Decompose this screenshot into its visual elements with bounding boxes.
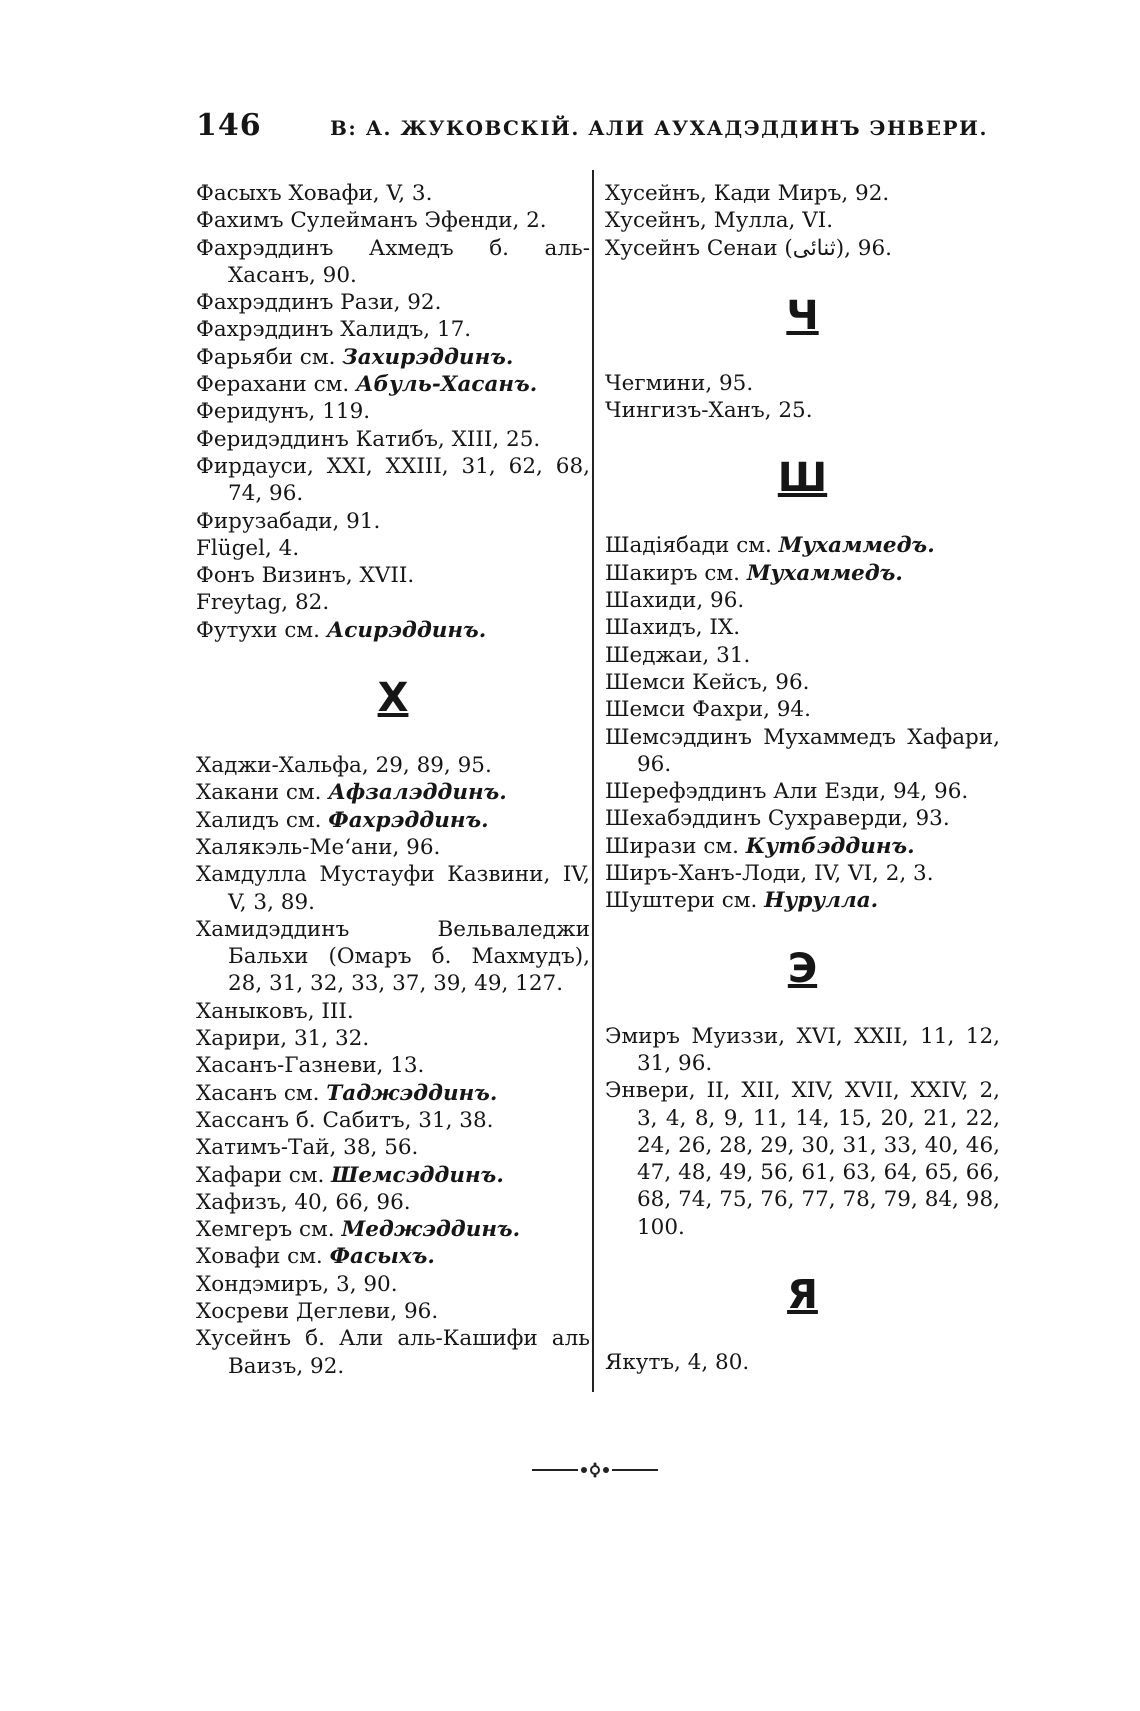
index-entry [605, 778, 1000, 805]
index-entry [196, 344, 590, 371]
index-entry [196, 1107, 590, 1134]
entry-text: Шерефэддинъ Али Езди, 94, 96. [605, 779, 969, 805]
page-header [0, 108, 1140, 148]
entry-text: Хамидэддинъ Вельваледжи Бальхи (Омаръ б. Махмудъ), 28, 31, 32, 33, 37, 39, 49, 127. [196, 916, 590, 997]
entry-group-kha-cont [605, 180, 1000, 262]
entry-text: Flügel, 4. [196, 535, 300, 561]
index-entry [196, 1271, 590, 1298]
index-entry [605, 696, 1000, 723]
entry-text: Шемсэддинъ Мухаммедъ Хафари, 96. [605, 724, 1000, 777]
entry-text: Хаджи-Хальфа, 29, 89, 95. [196, 753, 492, 779]
entry-text: Феридунъ, 119. [196, 399, 371, 425]
entry-text: Халякэль-Меʻани, 96. [196, 834, 441, 860]
entry-text: Хасанъ см. [196, 1080, 327, 1106]
ornament-icon [530, 1460, 660, 1480]
entry-crossref: Кутбэддинъ. [745, 833, 915, 859]
entry-group-e [605, 1023, 1000, 1241]
index-entry [196, 861, 590, 916]
index-entry [605, 370, 1000, 397]
index-entry [196, 807, 590, 834]
column-divider [592, 170, 594, 1392]
entry-crossref: Афзалэддинъ. [328, 780, 507, 806]
section-letter-che: Ч [786, 292, 819, 339]
index-entry [605, 235, 1000, 262]
entry-text: Шехабэддинъ Сухраверди, 93. [605, 806, 950, 832]
index-entry [605, 887, 1000, 914]
entry-crossref: Нурулла. [764, 888, 879, 914]
index-entry [605, 614, 1000, 641]
entry-text: Фарьяби см. [196, 344, 343, 370]
entry-text: Хасанъ-Газневи, 13. [196, 1053, 425, 1079]
entry-text: Хосреви Деглеви, 96. [196, 1298, 439, 1324]
index-entry [196, 562, 590, 589]
entry-text: Фасыхъ Ховафи, V, 3. [196, 181, 433, 206]
entry-text: Ферахани см. [196, 372, 357, 398]
index-entry [196, 398, 590, 425]
entry-text: Ханыковъ, III. [196, 998, 354, 1024]
index-entry [196, 1052, 590, 1079]
index-entry [605, 1077, 1000, 1241]
index-entry [605, 724, 1000, 779]
entry-text: Чингизъ-Ханъ, 25. [605, 398, 813, 424]
entry-text: Фирдауси, XXI, XXIII, 31, 62, 68, 74, 96. [196, 453, 590, 507]
index-entry [196, 998, 590, 1025]
index-entry [605, 180, 1000, 207]
entry-text: Харири, 31, 32. [196, 1026, 370, 1052]
entry-text: Шахидъ, IX. [605, 615, 741, 641]
entry-group-ya [605, 1349, 1000, 1376]
index-entry [196, 834, 590, 861]
index-entry [196, 1134, 590, 1161]
entry-crossref: Фасыхъ. [329, 1244, 435, 1270]
index-entry [196, 1080, 590, 1107]
entry-text: Халидъ см. [196, 807, 329, 833]
index-entry [196, 1025, 590, 1052]
index-entry [605, 1023, 1000, 1078]
entry-text: Хафизъ, 40, 66, 96. [196, 1189, 411, 1215]
entry-text: Шеджаи, 31. [605, 642, 751, 668]
index-entry [196, 235, 590, 290]
index-entry [196, 316, 590, 343]
entry-text: Хассанъ б. Сабитъ, 31, 38. [196, 1107, 494, 1133]
entry-text: Шемси Фахри, 94. [605, 697, 811, 723]
entry-text: Фахрэддинъ Рази, 92. [196, 290, 442, 316]
index-entry [196, 289, 590, 316]
entry-text: Ширъ-Ханъ-Лоди, IV, VI, 2, 3. [605, 861, 934, 887]
index-entry [196, 916, 590, 998]
entry-text: Шакиръ см. [605, 560, 747, 586]
entry-text: Хондэмиръ, 3, 90. [196, 1271, 398, 1297]
entry-crossref: Шемсэддинъ. [331, 1162, 504, 1188]
entry-text: Ширази см. [605, 833, 746, 859]
section-letter-sha: Ш [777, 455, 828, 502]
entry-text: Хамдулла Мустауфи Казвини, IV, V, 3, 89. [196, 862, 590, 915]
index-entry [196, 207, 590, 234]
index-entry [605, 532, 1000, 559]
index-entry [605, 805, 1000, 832]
right-column [605, 180, 1000, 1376]
section-letter-e: Э [787, 945, 818, 992]
section-letter-kha: Х [377, 675, 409, 722]
entry-crossref: Асирэддинъ. [326, 617, 487, 643]
entry-text: Хемгеръ см. [196, 1217, 342, 1243]
entry-group-sha [605, 532, 1000, 914]
index-entry [196, 1298, 590, 1325]
index-entry [605, 833, 1000, 860]
entry-text: Фахрэддинъ Ахмедъ б. аль-Хасанъ, 90. [196, 235, 590, 288]
index-entry [196, 508, 590, 535]
entry-text: Феридэддинъ Катибъ, XIII, 25. [196, 426, 541, 452]
index-entry [196, 371, 590, 398]
entry-text: Фахрэддинъ Халидъ, 17. [196, 317, 472, 343]
entry-text: Шемси Кейсъ, 96. [605, 669, 810, 695]
entry-text: Энвери, II, XII, XIV, XVII, XXIV, 2, 3, 4, 8, 9, 11, 14, 15, 20, 21, 22, 24, 26, 28, 29, 30, 31, 33, 40, 46, 47, 48, 49, 56, 61, 63, 64, 65, 66, 68, 74, 75, 76, 77, 78, 79, 84, 98, 100. [605, 1078, 1000, 1240]
index-entry [196, 752, 590, 779]
entry-text: Шуштери см. [605, 888, 765, 914]
entry-group-f [196, 180, 590, 644]
entry-text: Ховафи см. [196, 1244, 330, 1270]
index-entry [605, 860, 1000, 887]
entry-text: Футухи см. [196, 617, 327, 643]
index-entry [196, 1189, 590, 1216]
entry-group-kha [196, 752, 590, 1380]
entry-text: Хафари см. [196, 1162, 332, 1188]
entry-text: Фонъ Визинъ, XVII. [196, 563, 415, 589]
entry-text: Шахиди, 96. [605, 588, 745, 614]
index-entry [196, 180, 590, 207]
entry-crossref: Мухаммедъ. [746, 560, 903, 586]
index-entry [605, 587, 1000, 614]
index-entry [196, 1162, 590, 1189]
index-entry [196, 589, 590, 616]
index-entry [605, 560, 1000, 587]
entry-text: Фахимъ Сулейманъ Эфенди, 2. [196, 208, 547, 234]
left-column [196, 180, 590, 1380]
entry-text: Чегмини, 95. [605, 370, 754, 396]
index-entry [605, 207, 1000, 234]
entry-text: Эмиръ Муиззи, XVI, XXII, 11, 12, 31, 96. [605, 1023, 1000, 1076]
running-title: В: А. ЖУКОВСКІЙ. АЛИ АУХАДЭДДИНЪ ЭНВЕРИ. [330, 116, 988, 140]
section-letter-ya: Я [787, 1272, 818, 1319]
entry-group-che [605, 370, 1000, 425]
index-entry [196, 1325, 590, 1380]
entry-text: Freytag, 82. [196, 590, 330, 616]
entry-crossref: Фахрэддинъ. [328, 807, 489, 833]
index-entry [605, 1349, 1000, 1376]
entry-text: Хусейнъ, Кади Миръ, 92. [605, 181, 890, 206]
entry-crossref: Таджэддинъ. [326, 1080, 498, 1106]
index-entry [196, 426, 590, 453]
index-entry [196, 779, 590, 806]
entry-crossref: Меджэддинъ. [341, 1217, 521, 1243]
index-entry [196, 535, 590, 562]
entry-crossref: Мухаммедъ. [778, 533, 935, 559]
entry-text: Хакани см. [196, 780, 329, 806]
entry-text: Шадіябади см. [605, 533, 779, 559]
page-number: 146 [196, 108, 262, 143]
entry-text: Хатимъ-Тай, 38, 56. [196, 1135, 419, 1161]
index-entry [196, 453, 590, 508]
index-entry [196, 1216, 590, 1243]
entry-text: Хусейнъ, Мулла, VI. [605, 208, 834, 234]
entry-crossref: Захирэддинъ. [342, 344, 514, 370]
entry-text: Хусейнъ б. Али аль-Кашифи аль Ваизъ, 92. [196, 1326, 590, 1379]
entry-text: Фирузабади, 91. [196, 508, 381, 534]
entry-crossref: Абуль-Хасанъ. [356, 372, 538, 398]
index-entry [196, 1243, 590, 1270]
index-entry [196, 617, 590, 644]
index-entry [605, 397, 1000, 424]
entry-text: Якутъ, 4, 80. [605, 1350, 750, 1376]
entry-text: Хусейнъ Сенаи (ثنائى), 96. [605, 235, 892, 261]
index-entry [605, 642, 1000, 669]
index-entry [605, 669, 1000, 696]
